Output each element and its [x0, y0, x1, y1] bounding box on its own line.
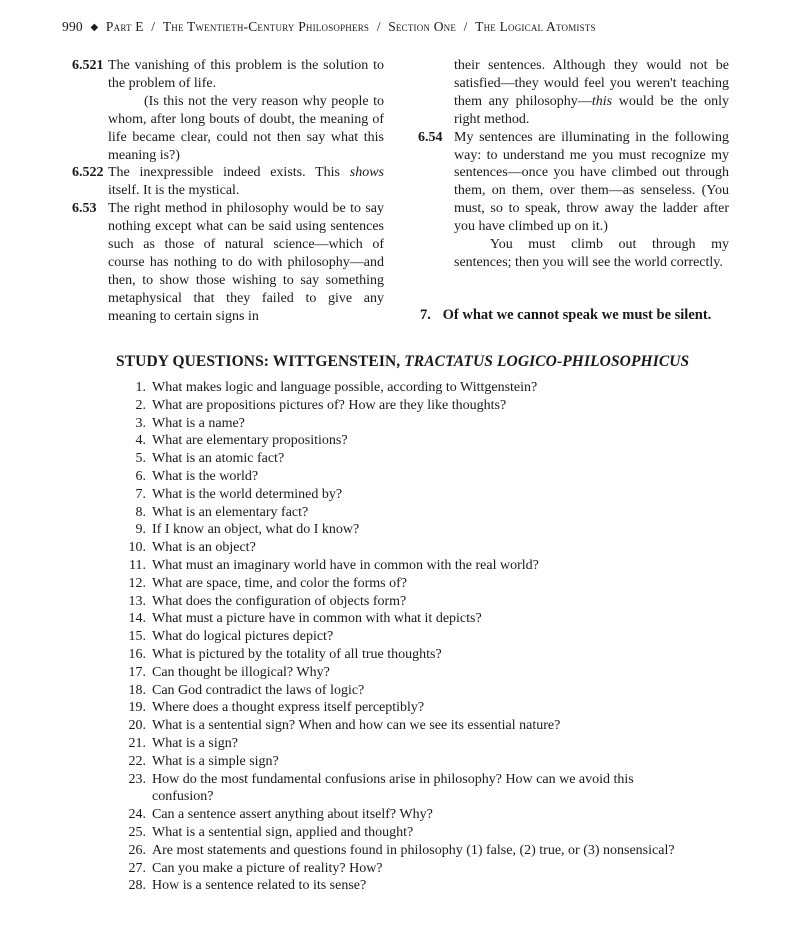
running-head — [62, 19, 596, 35]
question-number: 21. — [128, 735, 146, 751]
diamond-ornament-icon: ◆ — [90, 22, 99, 33]
study-question — [112, 735, 692, 753]
left-column — [72, 57, 384, 326]
question-text: What is the world? — [152, 468, 259, 484]
question-text: Can you make a picture of reality? How? — [152, 860, 383, 876]
proposition-number: 6.522 — [72, 165, 104, 181]
proposition-paragraph: The vanishing of this problem is the solution to the problem of life. — [108, 58, 384, 91]
proposition-paragraph: The right method in philosophy would be to say nothing except what can be said using sentences such as those of natural science—which of course has nothing to do with philosophy—and then, to show those wishing to say something metaphysical that they failed to give any meaning to certain signs in — [108, 201, 384, 324]
study-question — [112, 397, 692, 415]
right-column — [418, 57, 729, 272]
proposition-paragraph: (Is this not the very reason why people to whom, after long bouts of doubt, the meaning of life became clear, could not then say what this meaning is?) — [108, 93, 384, 163]
part-label: Part E — [105, 19, 144, 34]
proposition-paragraph: The inexpressible indeed exists. This shows itself. It is the mystical. — [108, 165, 384, 199]
study-question — [112, 379, 692, 397]
study-question — [112, 486, 692, 504]
question-text: What do logical pictures depict? — [152, 629, 334, 645]
study-question — [112, 699, 692, 717]
question-number: 22. — [128, 753, 146, 769]
study-question — [112, 877, 692, 895]
proposition-number: 7. — [420, 307, 431, 323]
study-question — [112, 664, 692, 682]
question-text: What is an elementary fact? — [152, 504, 309, 520]
question-number: 6. — [135, 468, 146, 484]
question-number: 25. — [128, 824, 146, 840]
question-text: What is pictured by the totality of all true thoughts? — [152, 646, 442, 662]
question-number: 14. — [128, 611, 146, 627]
question-text: What is a sentential sign, applied and thought? — [152, 824, 414, 840]
question-number: 11. — [129, 557, 146, 573]
separator: / — [151, 19, 156, 34]
study-question — [112, 468, 692, 486]
proposition-7 — [420, 307, 711, 324]
study-question — [112, 610, 692, 628]
question-text: What does the configuration of objects form? — [152, 593, 407, 609]
question-text: Can God contradict the laws of logic? — [152, 682, 365, 698]
question-text: If I know an object, what do I know? — [152, 522, 360, 538]
proposition-entry — [72, 164, 384, 200]
question-number: 7. — [135, 486, 146, 502]
question-number: 24. — [128, 807, 146, 823]
question-text: What is a sign? — [152, 735, 238, 751]
question-text: What is a name? — [152, 415, 245, 431]
proposition-paragraph: You must climb out through my sentences; then you will see the world correctly. — [454, 237, 729, 270]
continuation-text: their sentences. Although they would not be satisfied—they would feel you weren't teaching them any philosophy—this would be the only right method. — [454, 58, 729, 127]
separator: / — [376, 19, 381, 34]
question-number: 23. — [128, 771, 146, 787]
study-question — [112, 806, 692, 824]
study-question — [112, 432, 692, 450]
proposition-number: 6.53 — [72, 201, 97, 217]
proposition-entry — [72, 200, 384, 325]
question-text: What are elementary propositions? — [152, 433, 348, 449]
question-number: 20. — [128, 718, 146, 734]
question-text: How is a sentence related to its sense? — [152, 878, 367, 894]
question-text: Can thought be illogical? Why? — [152, 664, 330, 680]
proposition-entry — [418, 129, 729, 272]
question-text: What is the world determined by? — [152, 486, 343, 502]
study-question — [112, 415, 692, 433]
study-question — [112, 628, 692, 646]
proposition-number: 6.521 — [72, 58, 104, 73]
question-number: 16. — [128, 646, 146, 662]
question-number: 4. — [135, 433, 146, 449]
chapter-title: The Logical Atomists — [475, 19, 596, 34]
right-entries — [418, 129, 729, 272]
study-question — [112, 842, 692, 860]
question-text: What is a sentential sign? When and how can we see its essential nature? — [152, 718, 561, 734]
continued-paragraph — [418, 57, 729, 129]
study-question — [112, 593, 692, 611]
question-number: 3. — [135, 415, 146, 431]
proposition-paragraph: My sentences are illuminating in the following way: to understand me you must recognize my sentences—once you have climbed out through them, on them, over them—as senseless. (You must, so to speak, throw away the ladder after you have climbed up on it.) — [454, 129, 729, 235]
question-text: What are space, time, and color the forms of? — [152, 575, 408, 591]
question-text: What is a simple sign? — [152, 753, 279, 769]
question-number: 1. — [135, 380, 146, 395]
question-text: What must a picture have in common with what it depicts? — [152, 611, 482, 627]
question-text: What is an object? — [152, 540, 256, 556]
question-text: What makes logic and language possible, according to Wittgenstein? — [152, 380, 538, 395]
question-text: What must an imaginary world have in common with the real world? — [152, 557, 539, 573]
study-question — [112, 682, 692, 700]
proposition-entry — [72, 57, 384, 164]
question-text: Are most statements and questions found in philosophy (1) false, (2) true, or (3) nonsensical? — [152, 842, 675, 858]
question-number: 5. — [135, 451, 146, 467]
study-questions-list — [112, 379, 692, 895]
study-question — [112, 717, 692, 735]
question-number: 28. — [128, 878, 146, 894]
question-number: 2. — [135, 397, 146, 413]
study-question — [112, 824, 692, 842]
study-question — [112, 521, 692, 539]
section-label: Section One — [388, 19, 457, 34]
study-question — [112, 771, 692, 807]
question-number: 19. — [128, 700, 146, 716]
question-number: 26. — [128, 842, 146, 858]
question-number: 15. — [128, 629, 146, 645]
proposition-text: Of what we cannot speak we must be silent. — [442, 307, 712, 323]
question-text: How do the most fundamental confusions arise in philosophy? How can we avoid this confusion? — [152, 771, 634, 805]
study-questions-heading: STUDY QUESTIONS: WITTGENSTEIN, TRACTATUS LOGICO-PHILOSOPHICUS — [116, 353, 690, 370]
question-number: 17. — [128, 664, 146, 680]
book-title: The Twentieth-Century Philosophers — [162, 19, 370, 34]
study-question — [112, 557, 692, 575]
study-question — [112, 646, 692, 664]
question-number: 12. — [128, 575, 146, 591]
separator: / — [463, 19, 468, 34]
study-question — [112, 539, 692, 557]
question-text: What are propositions pictures of? How are they like thoughts? — [152, 397, 507, 413]
study-question — [112, 575, 692, 593]
study-question — [112, 860, 692, 878]
page-number: 990 — [62, 19, 83, 34]
question-text: What is an atomic fact? — [152, 451, 285, 467]
question-text: Can a sentence assert anything about itself? Why? — [152, 807, 433, 823]
question-number: 10. — [128, 540, 146, 556]
question-text: Where does a thought express itself perceptibly? — [152, 700, 425, 716]
question-number: 18. — [128, 682, 146, 698]
study-question — [112, 504, 692, 522]
question-number: 13. — [128, 593, 146, 609]
question-number: 27. — [128, 860, 146, 876]
study-question — [112, 450, 692, 468]
study-question — [112, 753, 692, 771]
question-number: 9. — [135, 522, 146, 538]
proposition-number: 6.54 — [418, 129, 443, 145]
question-number: 8. — [135, 504, 146, 520]
